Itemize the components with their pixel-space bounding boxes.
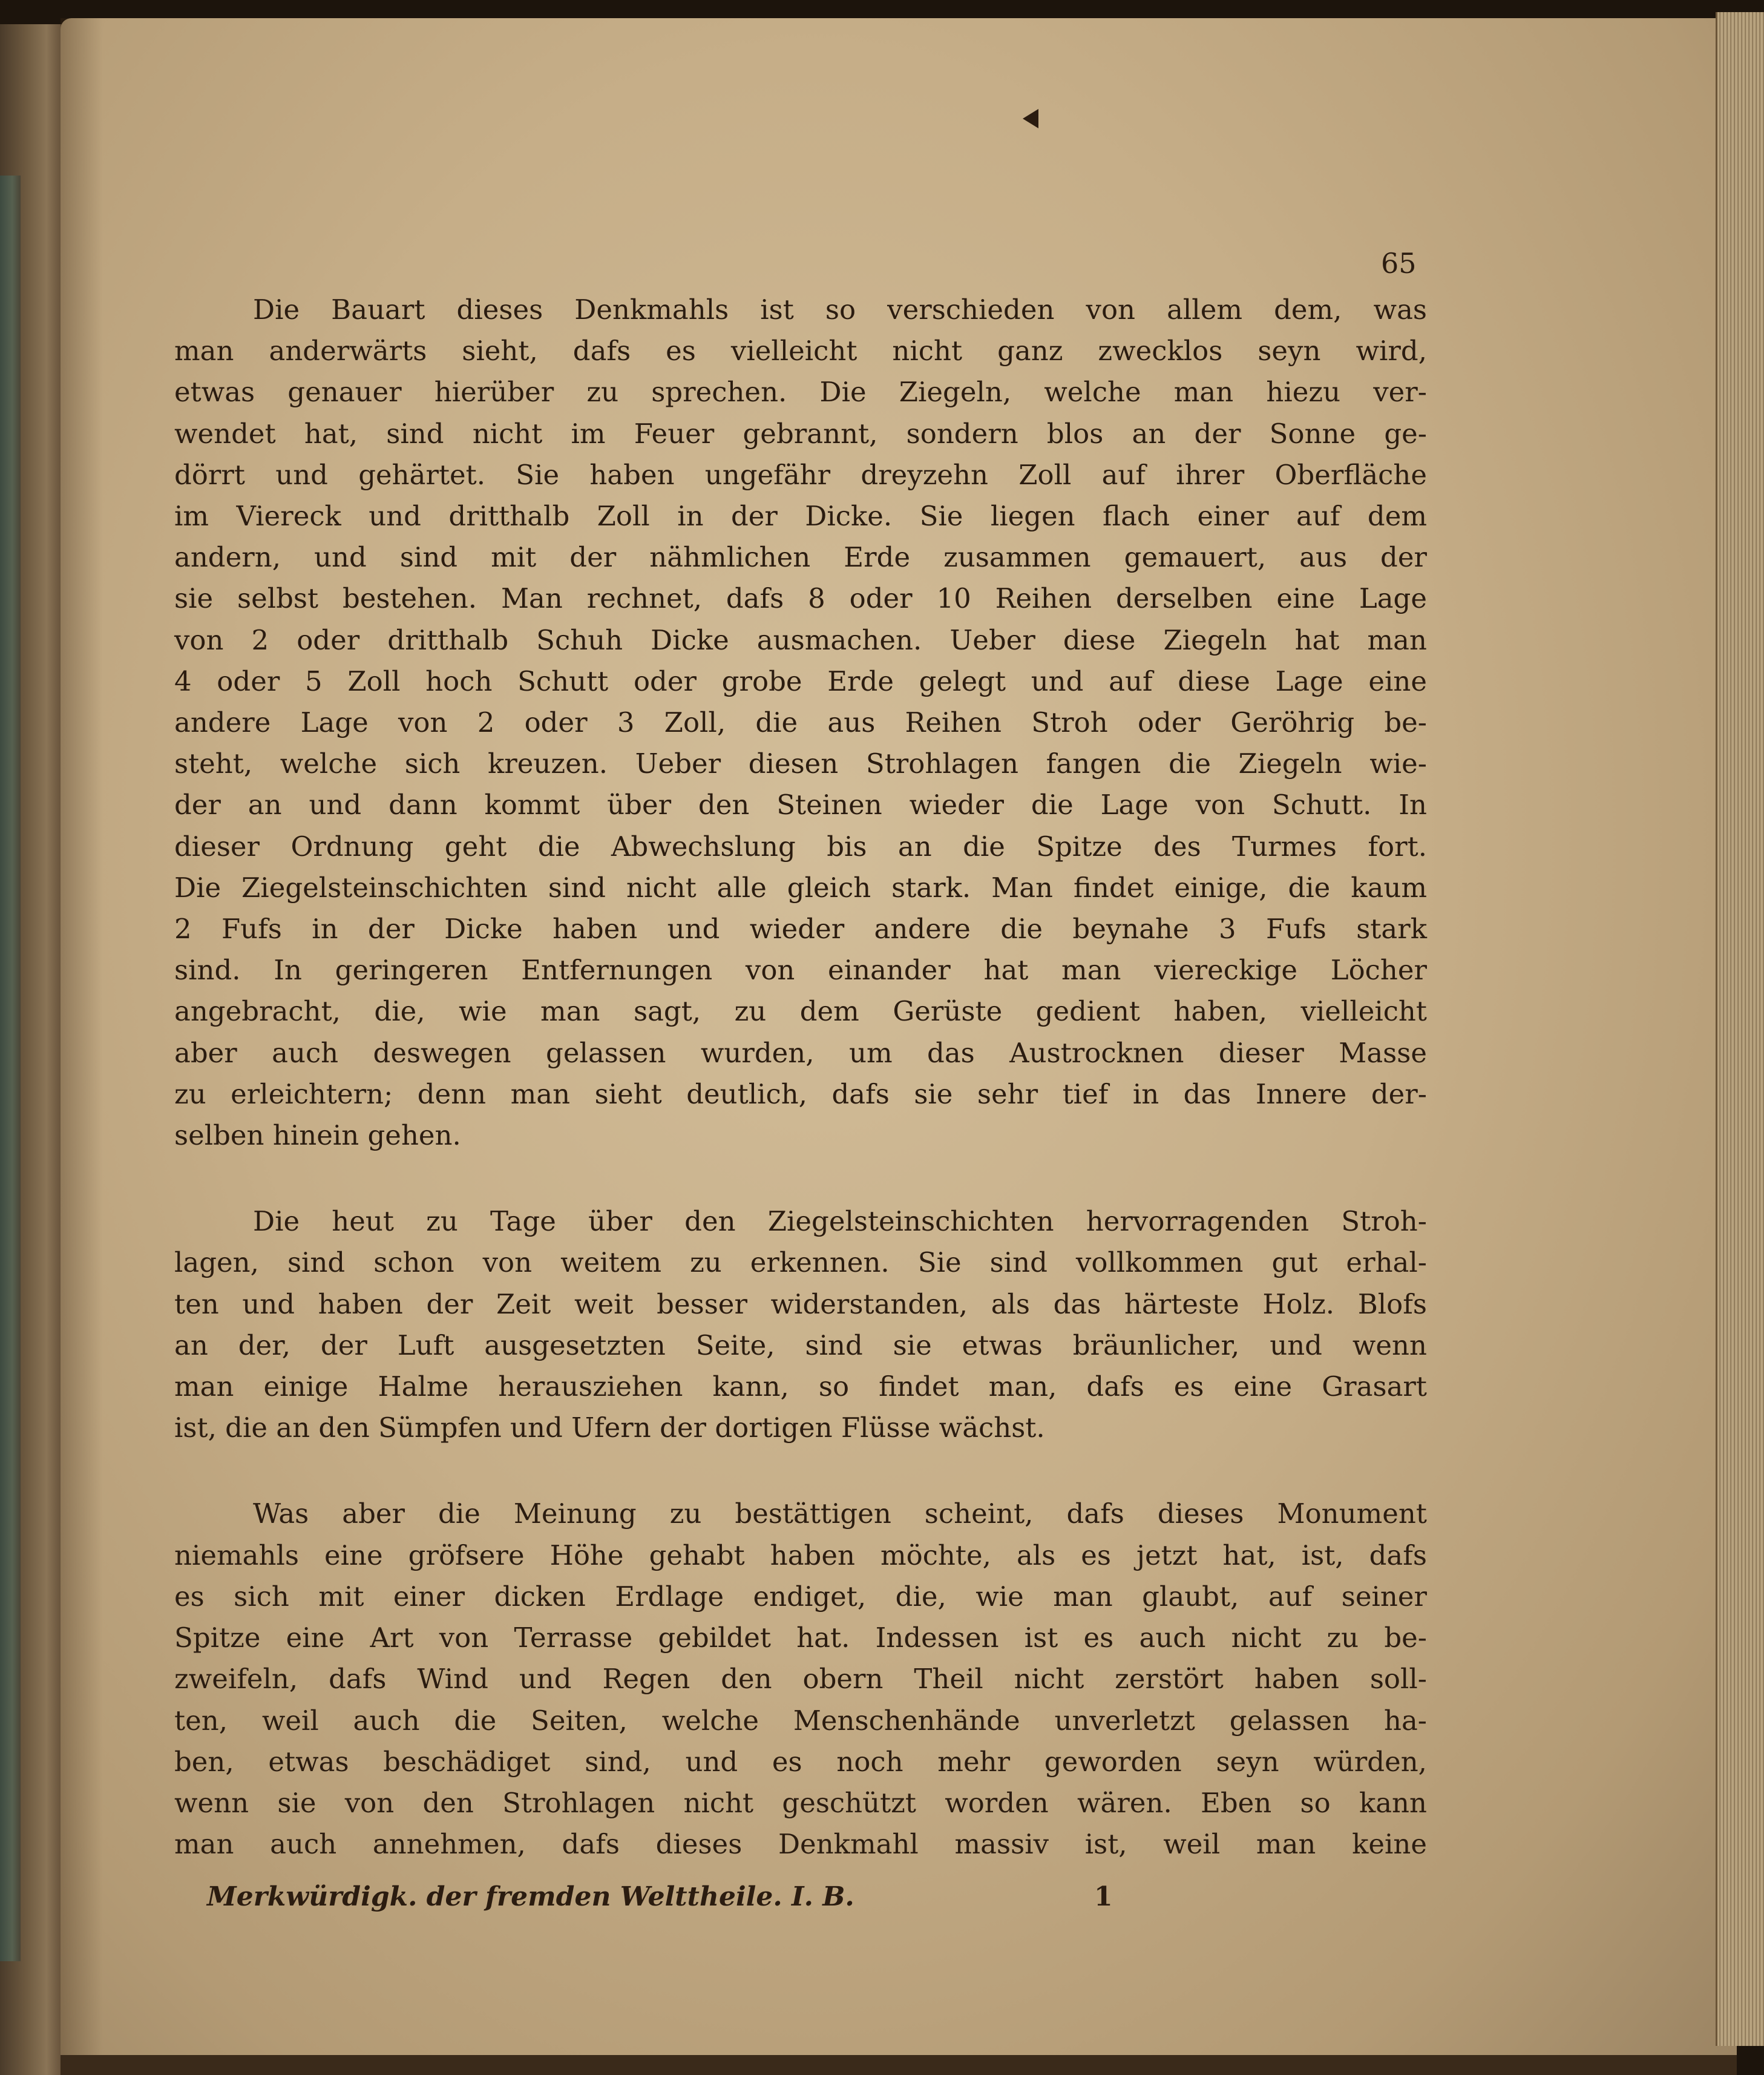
paragraph-2: [174, 1201, 1427, 1449]
paragraph-gap: [174, 1449, 1427, 1493]
text-line: im Viereck und dritthalb Zoll in der Dicke. Sie liegen flach einer auf dem: [174, 500, 1427, 533]
text-line: andere Lage von 2 oder 3 Zoll, die aus Reihen Stroh oder Geröhrig be-: [174, 706, 1427, 739]
text-line: sie selbst bestehen. Man rechnet, dafs 8 oder 10 Reihen derselben eine Lage: [174, 582, 1427, 615]
bottom-shadow: [61, 2055, 1737, 2075]
paragraph-gap: [174, 1156, 1427, 1201]
page-edges: [1716, 12, 1764, 2046]
text-line: ten, weil auch die Seiten, welche Menschenhände unverletzt gelassen ha-: [174, 1704, 1427, 1737]
text-line: wenn sie von den Strohlagen nicht geschützt worden wären. Eben so kann: [174, 1786, 1427, 1819]
text-line: 2 Fufs in der Dicke haben und wieder andere die beynahe 3 Fufs stark: [174, 913, 1427, 945]
body-text: [174, 289, 1427, 1865]
cover-strip: [0, 176, 21, 1961]
page-number: 65: [1381, 247, 1417, 280]
text-line: man auch annehmen, dafs dieses Denkmahl massiv ist, weil man keine: [174, 1828, 1427, 1861]
text-line: niemahls eine gröfsere Höhe gehabt haben möchte, als es jetzt hat, ist, dafs: [174, 1539, 1427, 1571]
text-line: lagen, sind schon von weitem zu erkennen. Sie sind vollkommen gut erhal-: [174, 1246, 1427, 1279]
arrow-mark-icon: [1023, 109, 1038, 128]
text-line: ten und haben der Zeit weit besser widerstanden, als das härteste Holz. Blofs: [174, 1287, 1427, 1320]
paragraph-3: [174, 1493, 1427, 1865]
paragraph-1: [174, 289, 1427, 1156]
text-line: aber auch deswegen gelassen wurden, um das Austrocknen dieser Masse: [174, 1036, 1427, 1069]
text-line: Die Bauart dieses Denkmahls ist so verschieden von allem dem, was: [253, 294, 1427, 326]
text-line: steht, welche sich kreuzen. Ueber diesen Strohlagen fangen die Ziegeln wie-: [174, 748, 1427, 780]
text-line: ist, die an den Sümpfen und Ufern der dortigen Flüsse wächst.: [174, 1412, 1045, 1444]
text-line: zweifeln, dafs Wind und Regen den obern Theil nicht zerstört haben soll-: [174, 1663, 1427, 1695]
text-line: ben, etwas beschädiget sind, und es noch mehr geworden seyn würden,: [174, 1745, 1427, 1778]
text-line: Die heut zu Tage über den Ziegelsteinschichten hervorragenden Stroh-: [253, 1205, 1427, 1238]
text-line: sind. In geringeren Entfernungen von einander hat man viereckige Löcher: [174, 954, 1427, 987]
text-line: 4 oder 5 Zoll hoch Schutt oder grobe Erde gelegt und auf diese Lage eine: [174, 665, 1427, 697]
text-line: man einige Halme herausziehen kann, so findet man, dafs es eine Grasart: [174, 1370, 1427, 1403]
text-line: angebracht, die, wie man sagt, zu dem Gerüste gedient haben, vielleicht: [174, 995, 1427, 1028]
text-line: Was aber die Meinung zu bestättigen scheint, dafs dieses Monument: [253, 1498, 1427, 1530]
text-line: von 2 oder dritthalb Schuh Dicke ausmachen. Ueber diese Ziegeln hat man: [174, 623, 1427, 656]
text-line: wendet hat, sind nicht im Feuer gebrannt, sondern blos an der Sonne ge-: [174, 417, 1427, 450]
text-line: dörrt und gehärtet. Sie haben ungefähr dreyzehn Zoll auf ihrer Oberfläche: [174, 458, 1427, 491]
signature-title: Merkwürdigk. der fremden Welttheile. I. B.: [207, 1881, 854, 1912]
signature-mark: 1: [1094, 1881, 1113, 1912]
text-line: etwas genauer hierüber zu sprechen. Die Ziegeln, welche man hiezu ver-: [174, 376, 1427, 409]
text-line: man anderwärts sieht, dafs es vielleicht nicht ganz zwecklos seyn wird,: [174, 335, 1427, 367]
text-line: dieser Ordnung geht die Abwechslung bis an die Spitze des Turmes fort.: [174, 830, 1427, 863]
text-line: Spitze eine Art von Terrasse gebildet hat. Indessen ist es auch nicht zu be-: [174, 1622, 1427, 1654]
text-line: andern, und sind mit der nähmlichen Erde zusammen gemauert, aus der: [174, 541, 1427, 574]
text-line: es sich mit einer dicken Erdlage endiget, die, wie man glaubt, auf seiner: [174, 1580, 1427, 1613]
text-line: an der, der Luft ausgesetzten Seite, sind sie etwas bräunlicher, und wenn: [174, 1329, 1427, 1361]
text-line: der an und dann kommt über den Steinen wieder die Lage von Schutt. In: [174, 789, 1427, 821]
text-line: selben hinein gehen.: [174, 1119, 461, 1152]
left-page-edge: [0, 24, 67, 2075]
text-line: zu erleichtern; denn man sieht deutlich, dafs sie sehr tief in das Innere der-: [174, 1077, 1427, 1110]
text-line: Die Ziegelsteinschichten sind nicht alle gleich stark. Man findet einige, die kaum: [174, 871, 1427, 904]
